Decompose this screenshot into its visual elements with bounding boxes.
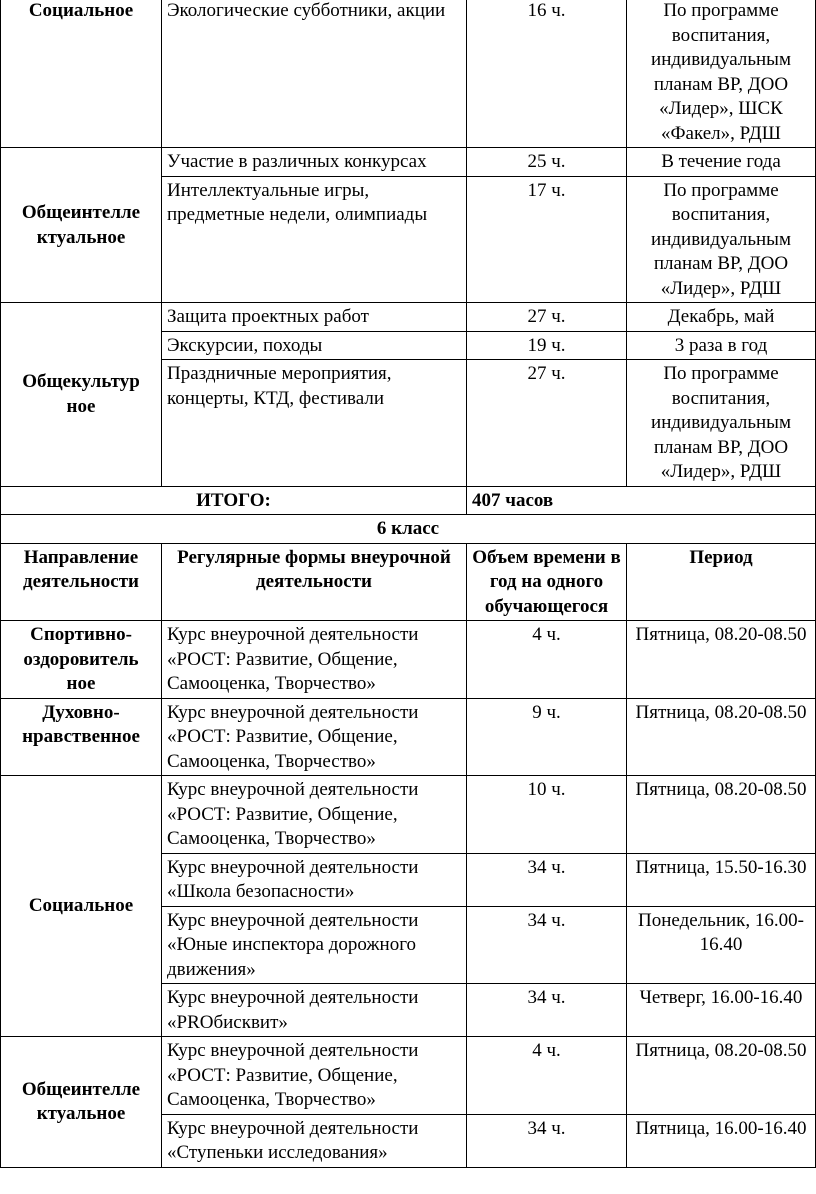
direction-line: Спортивно- xyxy=(30,624,132,645)
period-value: Пятница, 08.20-08.50 xyxy=(627,621,816,699)
hours-value: 4 ч. xyxy=(467,1037,627,1115)
direction-cell: Социальное xyxy=(1,0,162,148)
period-value: Пятница, 08.20-08.50 xyxy=(627,698,816,776)
activity-form: Курс внеурочной деятельности «РОСТ: Развитие, Общение, Самооценка, Творчество» xyxy=(162,621,467,699)
direction-line: ное xyxy=(66,673,96,694)
hours-value: 34 ч. xyxy=(467,906,627,984)
hours-value: 25 ч. xyxy=(467,148,627,177)
direction-cell xyxy=(1,776,162,1037)
period-value: 3 раза в год xyxy=(627,331,816,360)
period-value: Четверг, 16.00-16.40 xyxy=(627,984,816,1037)
activity-form: Интеллектуальные игры, предметные недели, олимпиады xyxy=(162,176,467,303)
hours-value: 34 ч. xyxy=(467,853,627,906)
hours-value: 17 ч. xyxy=(467,176,627,303)
direction-line: нравственное xyxy=(22,726,140,747)
header-period: Период xyxy=(627,543,816,621)
class-title: 6 класс xyxy=(1,515,816,544)
hours-value: 34 ч. xyxy=(467,984,627,1037)
direction-cell: Общеинтелле ктуальное xyxy=(1,148,162,303)
table-row xyxy=(1,303,816,332)
activity-form: Защита проектных работ xyxy=(162,303,467,332)
class-title-row xyxy=(1,515,816,544)
direction-line: оздоровитель xyxy=(23,648,139,670)
activity-form: Курс внеурочной деятельности «РОСТ: Развитие, Общение, Самооценка, Творчество» xyxy=(162,1037,467,1115)
activity-form: Экскурсии, походы xyxy=(162,331,467,360)
direction-line: Духовно- xyxy=(42,701,120,723)
period-value: По программе воспитания, индивидуальным планам ВР, ДОО «Лидер», РДШ xyxy=(627,360,816,487)
period-value: Пятница, 08.20-08.50 xyxy=(627,1037,816,1115)
total-value: 407 часов xyxy=(467,486,816,515)
hours-value: 34 ч. xyxy=(467,1114,627,1167)
hours-value: 4 ч. xyxy=(467,621,627,699)
hours-value: 16 ч. xyxy=(467,0,627,148)
table-row xyxy=(1,776,816,854)
table-row xyxy=(1,1037,816,1115)
activity-form: Курс внеурочной деятельности «PROбисквит» xyxy=(162,984,467,1037)
activity-form: Экологические субботники, акции xyxy=(162,0,467,148)
table-row xyxy=(1,621,816,699)
direction-cell: Общекультур ное xyxy=(1,303,162,487)
table-row xyxy=(1,698,816,776)
period-value: По программе воспитания, индивидуальным планам ВР, ДОО «Лидер», ШСК «Факел», РДШ xyxy=(627,0,816,148)
period-value: В течение года xyxy=(627,148,816,177)
activity-form: Курс внеурочной деятельности «РОСТ: Развитие, Общение, Самооценка, Творчество» xyxy=(162,698,467,776)
header-volume: Объем времени в год на одного обучающегося xyxy=(467,543,627,621)
activity-form: Курс внеурочной деятельности «РОСТ: Развитие, Общение, Самооценка, Творчество» xyxy=(162,776,467,854)
period-value: Понедельник, 16.00-16.40 xyxy=(627,906,816,984)
header-direction: Направление деятельности xyxy=(1,543,162,621)
direction-line: Общеинтелле xyxy=(21,1078,141,1100)
table-row xyxy=(1,148,816,177)
hours-value: 27 ч. xyxy=(467,360,627,487)
total-label: ИТОГО: xyxy=(1,486,467,515)
period-value: Пятница, 08.20-08.50 xyxy=(627,776,816,854)
period-value: Декабрь, май xyxy=(627,303,816,332)
period-value: По программе воспитания, индивидуальным планам ВР, ДОО «Лидер», РДШ xyxy=(627,176,816,303)
direction-line: ктуальное xyxy=(36,1103,126,1125)
direction-cell xyxy=(1,698,162,776)
direction-line: Социальное xyxy=(28,895,134,917)
header-forms: Регулярные формы внеурочной деятельности xyxy=(162,543,467,621)
activity-form: Участие в различных конкурсах xyxy=(162,148,467,177)
hours-value: 19 ч. xyxy=(467,331,627,360)
table-row xyxy=(1,0,816,148)
header-row xyxy=(1,543,816,621)
direction-cell xyxy=(1,1037,162,1168)
activity-form: Праздничные мероприятия, концерты, КТД, фестивали xyxy=(162,360,467,487)
hours-value: 27 ч. xyxy=(467,303,627,332)
period-value: Пятница, 15.50-16.30 xyxy=(627,853,816,906)
hours-value: 10 ч. xyxy=(467,776,627,854)
activity-form: Курс внеурочной деятельности «Ступеньки исследования» xyxy=(162,1114,467,1167)
hours-value: 9 ч. xyxy=(467,698,627,776)
period-value: Пятница, 16.00-16.40 xyxy=(627,1114,816,1167)
total-row xyxy=(1,486,816,515)
direction-cell xyxy=(1,621,162,699)
activity-form: Курс внеурочной деятельности «Юные инспектора дорожного движения» xyxy=(162,906,467,984)
activity-form: Курс внеурочной деятельности «Школа безопасности» xyxy=(162,853,467,906)
